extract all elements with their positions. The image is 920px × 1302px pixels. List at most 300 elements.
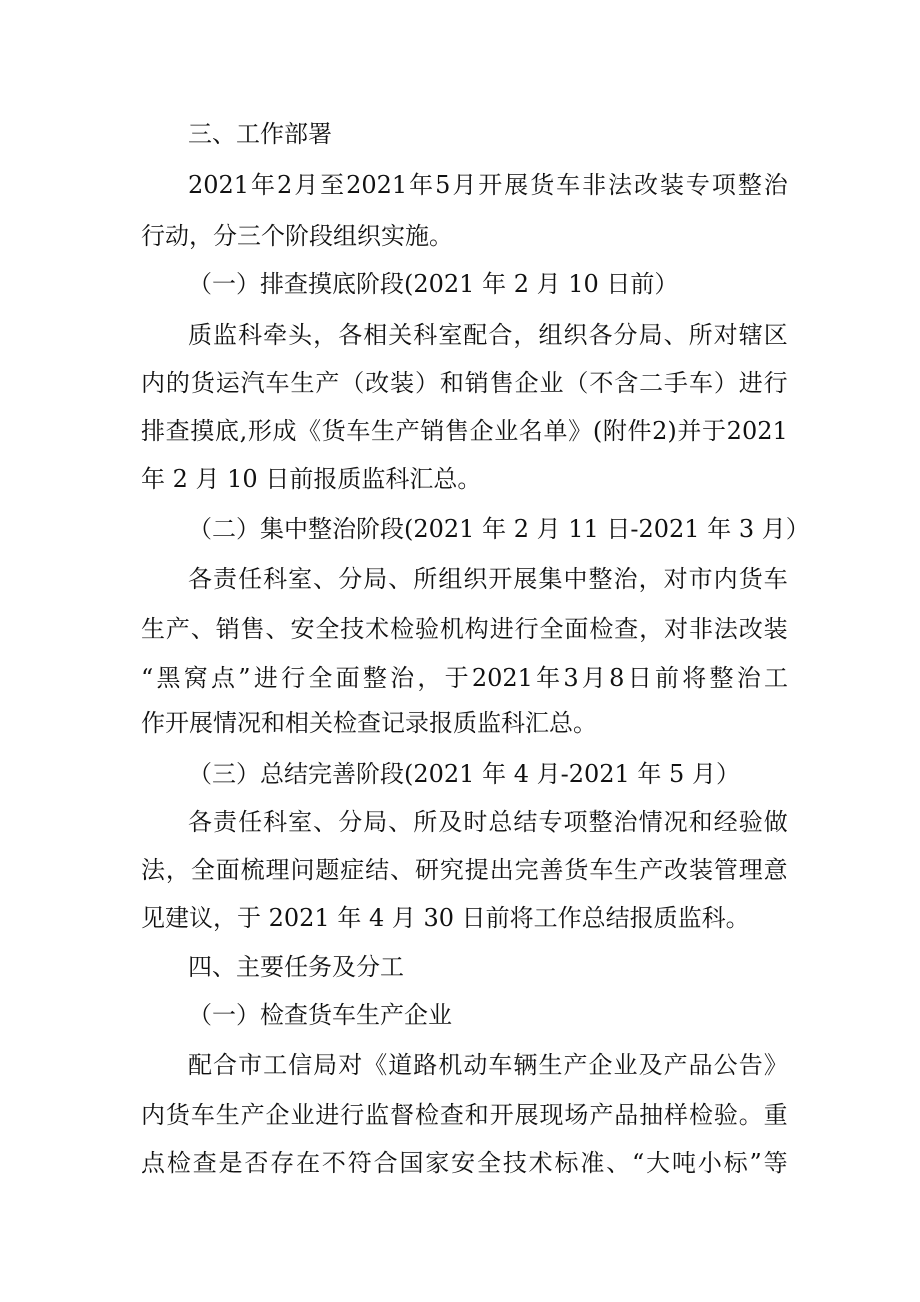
text-glyph: 整	[709, 664, 734, 692]
text-glyph: 合	[213, 1051, 238, 1079]
text-glyph: 问	[290, 856, 315, 884]
text-glyph: 车	[346, 417, 371, 445]
text-glyph: 准	[580, 1149, 605, 1177]
text-glyph: 验	[738, 808, 763, 836]
text-glyph: 车	[488, 1051, 513, 1079]
text-glyph: 术	[365, 615, 390, 643]
text-glyph: 查	[614, 615, 639, 643]
text-glyph: 头	[288, 321, 313, 349]
text-glyph: 科	[263, 565, 288, 593]
text-glyph: ，	[165, 856, 190, 884]
text-glyph: 完	[514, 856, 539, 884]
text-glyph: 整	[362, 664, 387, 692]
text-line: 年 2 月 10 日前报质监科汇总。	[141, 465, 482, 493]
text-glyph: 否	[244, 1149, 269, 1177]
text-glyph: 售	[489, 369, 514, 397]
text-glyph: 售	[444, 417, 469, 445]
text-glyph: 、	[265, 615, 290, 643]
text-glyph: 法	[141, 856, 165, 884]
text-glyph: 检	[414, 1101, 439, 1129]
text-glyph: 品	[614, 1101, 639, 1129]
text-glyph: 8	[609, 664, 625, 692]
text-glyph: 是	[218, 1149, 243, 1177]
text-glyph: 汽	[240, 369, 265, 397]
text-glyph: ”	[238, 664, 251, 692]
text-glyph: 行	[340, 1101, 365, 1129]
text-glyph: 销	[464, 369, 489, 397]
text-glyph: 小	[697, 1149, 722, 1177]
text-glyph: 结	[365, 856, 390, 884]
text-glyph: 时	[463, 808, 488, 836]
text-glyph: 含	[614, 369, 639, 397]
text-glyph: 吨	[672, 1149, 696, 1177]
text-glyph: 货	[190, 369, 215, 397]
text-glyph: 点	[141, 1149, 165, 1177]
section-heading-3	[0, 114, 920, 154]
text-glyph: 集	[538, 565, 563, 593]
text-glyph: 结	[513, 808, 538, 836]
text-glyph: 辖	[738, 321, 763, 349]
text-glyph: 附	[602, 417, 627, 445]
text-glyph: 车	[763, 565, 788, 593]
text-glyph: 大	[646, 1149, 671, 1177]
text-glyph: 所	[688, 321, 713, 349]
text-glyph: 分	[338, 565, 363, 593]
text-glyph: “	[632, 1149, 645, 1177]
text-glyph: 技	[502, 1149, 527, 1177]
text-glyph: 治	[390, 664, 415, 692]
text-glyph: 企	[469, 417, 494, 445]
text-glyph: 织	[563, 321, 588, 349]
text-glyph: 装	[390, 369, 415, 397]
text-glyph: ，	[417, 664, 442, 692]
text-glyph: 不	[321, 1149, 346, 1177]
text-glyph: 市	[688, 565, 713, 593]
text-glyph: 生	[371, 417, 396, 445]
text-glyph: 分	[613, 321, 638, 349]
text-glyph: 善	[539, 856, 564, 884]
text-glyph: 全	[315, 615, 340, 643]
text-glyph: 科	[238, 321, 263, 349]
text-glyph: 任	[238, 565, 263, 593]
text-glyph: 公	[713, 1051, 738, 1079]
text-glyph: 对	[664, 615, 689, 643]
text-glyph: 检	[589, 615, 614, 643]
text-glyph: 所	[413, 565, 438, 593]
text-glyph: (	[592, 417, 603, 445]
subsection-heading	[0, 754, 920, 794]
paragraph-line	[0, 802, 920, 842]
text-glyph: 检	[166, 1149, 191, 1177]
text-glyph: ，	[313, 321, 338, 349]
text-glyph: 开	[488, 565, 513, 593]
text-glyph: 动	[463, 1051, 488, 1079]
text-glyph: 改	[634, 171, 659, 199]
text-glyph: 底	[214, 417, 239, 445]
text-glyph: 告	[738, 1051, 763, 1079]
text-glyph: 责	[213, 565, 238, 593]
text-glyph: 各	[588, 321, 613, 349]
text-glyph: 牵	[263, 321, 288, 349]
text-glyph: 2021	[726, 417, 788, 445]
text-line: （二）集中整治阶段(2021 年 2 月 11 日-2021 年 3 月）	[188, 515, 810, 543]
text-glyph: 织	[463, 565, 488, 593]
text-glyph: 业	[613, 1051, 638, 1079]
text-glyph: 、	[313, 565, 338, 593]
text-glyph: 究	[439, 856, 464, 884]
paragraph-line	[0, 609, 920, 649]
text-glyph: 月	[294, 171, 319, 199]
text-glyph: 产	[639, 856, 664, 884]
text-glyph: 样	[664, 1101, 689, 1129]
text-glyph: 车	[688, 369, 713, 397]
text-glyph: 组	[438, 565, 463, 593]
text-glyph: 、	[606, 1149, 631, 1177]
text-glyph: 监	[365, 1101, 390, 1129]
text-glyph: 对	[713, 321, 738, 349]
text-glyph: 摸	[190, 417, 215, 445]
text-glyph: 对	[663, 565, 688, 593]
text-line: （一）检查货车生产企业	[188, 1001, 452, 1029]
text-glyph: 管	[713, 856, 738, 884]
text-glyph: 售	[240, 615, 265, 643]
text-glyph: 货	[165, 1101, 190, 1129]
text-glyph: 年	[251, 171, 276, 199]
text-glyph: 生	[215, 1101, 240, 1129]
text-glyph: 情	[638, 808, 663, 836]
text-glyph: 验	[713, 1101, 738, 1129]
text-glyph: （	[340, 369, 365, 397]
text-glyph: 日	[627, 664, 652, 692]
text-glyph: 理	[265, 856, 290, 884]
text-glyph: 辆	[513, 1051, 538, 1079]
text-glyph: 经	[713, 808, 738, 836]
text-glyph: 全	[308, 664, 333, 692]
text-glyph: 产	[663, 1051, 688, 1079]
text-glyph: 检	[688, 1101, 713, 1129]
text-glyph: 整	[588, 808, 613, 836]
text-glyph: 改	[738, 615, 763, 643]
text-glyph: 在	[296, 1149, 321, 1177]
text-glyph: 科	[413, 321, 438, 349]
text-glyph: （	[564, 369, 589, 397]
text-glyph: 梳	[240, 856, 265, 884]
text-glyph: 进	[489, 615, 514, 643]
text-glyph: 《	[297, 417, 322, 445]
text-glyph: 生	[290, 369, 315, 397]
text-glyph: 业	[494, 417, 519, 445]
text-glyph: 总	[488, 808, 513, 836]
text-glyph: 责	[213, 808, 238, 836]
text-glyph: 整	[737, 171, 762, 199]
text-glyph: 工	[263, 1051, 288, 1079]
text-glyph: 将	[682, 664, 707, 692]
text-glyph: 监	[213, 321, 238, 349]
text-glyph: ，	[639, 615, 664, 643]
text-glyph: 产	[240, 1101, 265, 1129]
text-glyph: 整	[588, 565, 613, 593]
text-glyph: 抽	[639, 1101, 664, 1129]
text-glyph: 前	[654, 664, 679, 692]
text-glyph: 至	[320, 171, 345, 199]
text-glyph: 二	[639, 369, 664, 397]
text-glyph: 各	[188, 808, 212, 836]
text-glyph: 进	[253, 664, 278, 692]
paragraph-line	[0, 1143, 920, 1183]
paragraph-line	[0, 165, 920, 205]
text-glyph: 验	[414, 615, 439, 643]
text-glyph: 。	[738, 1101, 763, 1129]
text-glyph: 配	[463, 321, 488, 349]
text-glyph: 、	[663, 321, 688, 349]
text-glyph: 场	[564, 1101, 589, 1129]
text-glyph: ，	[513, 321, 538, 349]
text-glyph: 、	[190, 615, 215, 643]
text-glyph: 并	[677, 417, 702, 445]
text-glyph: 业	[539, 369, 564, 397]
text-glyph: 关	[388, 321, 413, 349]
text-glyph: 各	[338, 321, 363, 349]
text-glyph: 黑	[156, 664, 181, 692]
text-glyph: 开	[478, 171, 503, 199]
text-glyph: “	[141, 664, 154, 692]
text-glyph: 内	[141, 369, 165, 397]
text-glyph: 机	[439, 615, 464, 643]
text-glyph: 进	[738, 369, 763, 397]
text-glyph: 行	[763, 369, 788, 397]
text-glyph: 内	[713, 565, 738, 593]
text-glyph: 局	[363, 565, 388, 593]
text-glyph: 非	[688, 615, 713, 643]
text-glyph: 、	[390, 856, 415, 884]
paragraph-line	[0, 898, 920, 938]
text-glyph: 装	[659, 171, 684, 199]
text-glyph: 信	[288, 1051, 313, 1079]
text-glyph: 销	[420, 417, 445, 445]
paragraph-line	[0, 363, 920, 403]
text-glyph: 排	[141, 417, 165, 445]
text-glyph: 标	[554, 1149, 579, 1177]
text-glyph: 》	[763, 1051, 788, 1079]
text-glyph: 年	[409, 171, 434, 199]
text-glyph: 查	[192, 1149, 217, 1177]
text-glyph: 车	[265, 369, 290, 397]
text-glyph: 出	[489, 856, 514, 884]
text-glyph: 局	[363, 808, 388, 836]
text-glyph: 企	[514, 369, 539, 397]
text-glyph: 于	[444, 664, 469, 692]
text-glyph: 意	[763, 856, 788, 884]
text-glyph: 、	[388, 565, 413, 593]
text-glyph: 治	[613, 808, 638, 836]
text-glyph: 企	[265, 1101, 290, 1129]
text-glyph: 室	[288, 808, 313, 836]
text-glyph: 存	[270, 1149, 295, 1177]
text-glyph: 月	[581, 664, 606, 692]
text-glyph: 2021	[188, 171, 250, 199]
text-glyph: 和	[464, 1101, 489, 1129]
text-glyph: 展	[504, 171, 529, 199]
text-glyph: 形	[247, 417, 272, 445]
subsection-heading	[0, 264, 920, 304]
text-glyph: 及	[438, 808, 463, 836]
text-glyph: 区	[763, 321, 788, 349]
text-glyph: 月	[452, 171, 477, 199]
text-glyph: 工	[763, 664, 788, 692]
text-glyph: 进	[315, 1101, 340, 1129]
text-glyph: 行	[281, 664, 306, 692]
text-glyph: 改	[365, 369, 390, 397]
text-glyph: 5	[435, 171, 451, 199]
text-glyph: ，	[638, 565, 663, 593]
text-glyph: 货	[321, 417, 346, 445]
text-glyph: 局	[638, 321, 663, 349]
paragraph-line	[0, 850, 920, 890]
text-glyph: 安	[290, 615, 315, 643]
text-line: 见建议，于 2021 年 4 月 30 日前将工作总结报质监科。	[141, 904, 750, 932]
text-glyph: 题	[315, 856, 340, 884]
text-glyph: 生	[141, 615, 165, 643]
text-glyph: 窝	[183, 664, 208, 692]
text-glyph: 点	[211, 664, 236, 692]
text-glyph: 况	[663, 808, 688, 836]
text-glyph: 全	[190, 856, 215, 884]
text-glyph: 内	[141, 1101, 165, 1129]
text-glyph: 业	[290, 1101, 315, 1129]
text-glyph: 2021	[471, 664, 533, 692]
text-glyph: 车	[589, 856, 614, 884]
text-glyph: 货	[530, 171, 555, 199]
text-glyph: 产	[589, 1101, 614, 1129]
text-glyph: 面	[215, 856, 240, 884]
text-glyph: 家	[425, 1149, 450, 1177]
text-glyph: 面	[564, 615, 589, 643]
text-glyph: 的	[165, 369, 190, 397]
text-glyph: 治	[613, 565, 638, 593]
text-glyph: 生	[614, 856, 639, 884]
text-glyph: 等	[763, 1149, 788, 1177]
text-glyph: 展	[513, 565, 538, 593]
text-glyph: 合	[373, 1149, 398, 1177]
text-glyph: 理	[738, 856, 763, 884]
text-glyph: 于	[702, 417, 727, 445]
text-glyph: 组	[538, 321, 563, 349]
text-line: 三、工作部署	[188, 120, 332, 148]
text-glyph: 室	[438, 321, 463, 349]
text-glyph: 符	[347, 1149, 372, 1177]
text-glyph: 科	[263, 808, 288, 836]
text-glyph: 《	[363, 1051, 388, 1079]
subsection-heading	[0, 995, 920, 1035]
text-glyph: 提	[464, 856, 489, 884]
text-glyph: ”	[749, 1149, 762, 1177]
text-line: （三）总结完善阶段(2021 年 4 月-2021 年 5 月）	[188, 760, 740, 788]
paragraph-line	[0, 216, 920, 256]
text-line: 行动，分三个阶段组织实施。	[141, 222, 453, 250]
text-glyph: 各	[188, 565, 212, 593]
text-glyph: 室	[288, 565, 313, 593]
text-glyph: 局	[313, 1051, 338, 1079]
text-glyph: 车	[190, 1101, 215, 1129]
text-glyph: 货	[564, 856, 589, 884]
text-glyph: 全	[476, 1149, 501, 1177]
paragraph-line	[0, 315, 920, 355]
text-glyph: 2)	[652, 417, 677, 445]
text-glyph: 车	[556, 171, 581, 199]
text-glyph: 装	[763, 615, 788, 643]
paragraph-line	[0, 459, 920, 499]
text-glyph: 展	[514, 1101, 539, 1129]
text-glyph: 产	[563, 1051, 588, 1079]
text-glyph: 和	[439, 369, 464, 397]
text-glyph: 术	[528, 1149, 553, 1177]
text-glyph: 法	[713, 615, 738, 643]
text-glyph: ）	[414, 369, 439, 397]
text-glyph: 行	[514, 615, 539, 643]
text-glyph: 做	[763, 808, 788, 836]
text-glyph: 合	[488, 321, 513, 349]
text-glyph: 不	[589, 369, 614, 397]
text-glyph: 销	[215, 615, 240, 643]
text-glyph: 机	[438, 1051, 463, 1079]
paragraph-line	[0, 1095, 920, 1135]
text-glyph: 质	[188, 321, 212, 349]
text-glyph: 非	[582, 171, 607, 199]
text-glyph: 配	[188, 1051, 212, 1079]
text-line: （一）排查摸底阶段(2021 年 2 月 10 日前）	[188, 270, 679, 298]
text-glyph: 所	[413, 808, 438, 836]
text-glyph: 路	[413, 1051, 438, 1079]
section-heading-4	[0, 947, 920, 987]
text-glyph: 货	[738, 565, 763, 593]
text-glyph: 查	[165, 417, 190, 445]
text-glyph: 年	[536, 664, 561, 692]
text-glyph: 品	[688, 1051, 713, 1079]
text-glyph: ,	[239, 417, 248, 445]
text-glyph: 构	[464, 615, 489, 643]
text-glyph: 标	[723, 1149, 748, 1177]
paragraph-line	[0, 703, 920, 743]
text-glyph: 研	[414, 856, 439, 884]
text-glyph: 市	[238, 1051, 263, 1079]
text-glyph: 道	[388, 1051, 413, 1079]
text-glyph: 全	[539, 615, 564, 643]
text-glyph: 、	[388, 808, 413, 836]
text-glyph: 国	[399, 1149, 424, 1177]
text-glyph: 治	[736, 664, 761, 692]
paragraph-line	[0, 658, 920, 698]
text-glyph: 装	[688, 856, 713, 884]
text-glyph: 运	[215, 369, 240, 397]
text-glyph: 症	[340, 856, 365, 884]
text-glyph: 项	[563, 808, 588, 836]
text-glyph: 任	[238, 808, 263, 836]
text-glyph: 项	[711, 171, 736, 199]
text-glyph: 改	[664, 856, 689, 884]
text-glyph: 专	[685, 171, 710, 199]
text-glyph: 查	[439, 1101, 464, 1129]
text-glyph: 相	[363, 321, 388, 349]
text-glyph: 产	[165, 615, 190, 643]
paragraph-line	[0, 1045, 920, 1085]
text-glyph: 督	[390, 1101, 415, 1129]
text-glyph: 检	[390, 615, 415, 643]
text-glyph: 生	[538, 1051, 563, 1079]
text-glyph: 、	[313, 808, 338, 836]
text-glyph: 单	[543, 417, 568, 445]
text-glyph: 现	[539, 1101, 564, 1129]
text-glyph: 面	[335, 664, 360, 692]
